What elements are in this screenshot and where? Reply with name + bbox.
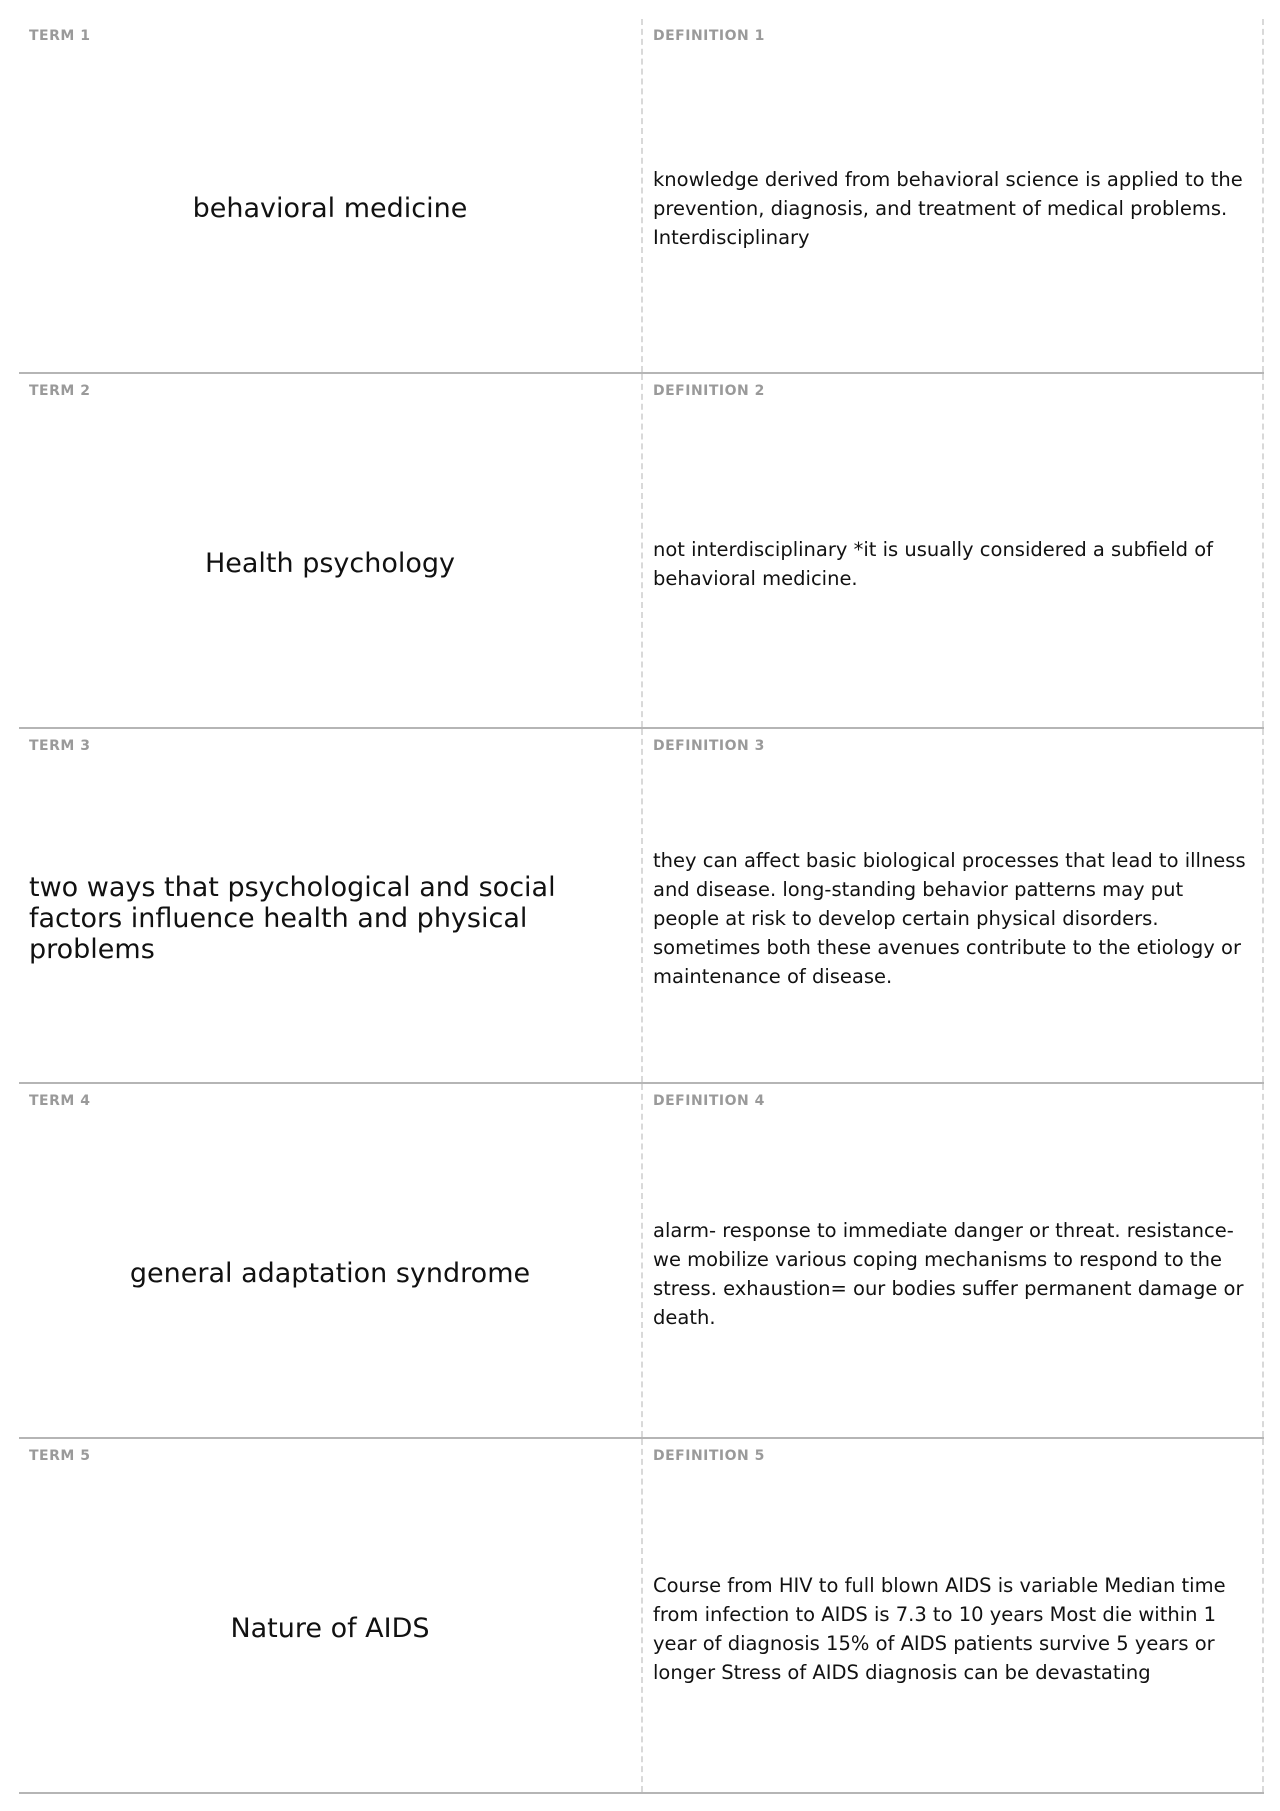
term-value: general adaptation syndrome [129, 1258, 531, 1289]
definition-value: Course from HIV to full blown AIDS is variable Median time from infection to AIDS is 7.3 to 10 years Most die within 1 year of diagnosis 15% of AIDS patients survive 5 years or longer Stress of AIDS diagnosis can be devastating [653, 1573, 1226, 1684]
term-value: Health psychology [204, 548, 456, 579]
definition-label: DEFINITION 1 [653, 28, 765, 44]
definition-cell [641, 374, 1264, 727]
term-cell [19, 19, 641, 372]
definition-text [653, 1124, 1252, 1423]
term-value: two ways that psychological and social factors influence health and physical problems [29, 872, 556, 965]
definition-value: knowledge derived from behavioral science is applied to the prevention, diagnosis, and treatment of medical problems. Interdisciplinary [653, 168, 1243, 249]
definition-text [653, 769, 1252, 1068]
term-value: behavioral medicine [192, 193, 468, 224]
definition-label: DEFINITION 2 [653, 383, 765, 399]
term-value: Nature of AIDS [230, 1613, 430, 1644]
term-text [29, 414, 631, 713]
definition-text [653, 1479, 1252, 1778]
term-cell [19, 1439, 641, 1792]
term-cell [19, 374, 641, 727]
definition-cell [641, 19, 1264, 372]
definition-cell [641, 729, 1264, 1082]
definition-label: DEFINITION 3 [653, 738, 765, 754]
flashcard-row [19, 729, 1264, 1084]
term-cell [19, 1084, 641, 1437]
term-label: TERM 3 [29, 738, 91, 754]
definition-value: alarm- response to immediate danger or threat. resistance- we mobilize various coping mechanisms to respond to the stress. exhaustion= our bodies suffer permanent damage or death. [653, 1218, 1244, 1329]
flashcard-row [19, 19, 1264, 374]
term-label: TERM 5 [29, 1448, 91, 1464]
definition-cell [641, 1439, 1264, 1792]
term-text [29, 1479, 631, 1778]
flashcard-row [19, 1084, 1264, 1439]
term-text [29, 769, 631, 1068]
definition-value: they can affect basic biological processes that lead to illness and disease. long-standing behavior patterns may put people at risk to develop certain physical disorders. sometimes both these avenues contribute to the etiology or maintenance of disease. [653, 849, 1246, 988]
definition-value: not interdisciplinary *it is usually considered a subfield of behavioral medicine. [653, 537, 1214, 590]
flashcard-row [19, 374, 1264, 729]
definition-label: DEFINITION 4 [653, 1093, 765, 1109]
term-label: TERM 4 [29, 1093, 91, 1109]
flashcard-sheet [19, 19, 1264, 1794]
definition-text [653, 414, 1252, 713]
term-text [29, 59, 631, 358]
flashcard-row [19, 1439, 1264, 1794]
definition-label: DEFINITION 5 [653, 1448, 765, 1464]
term-cell [19, 729, 641, 1082]
definition-cell [641, 1084, 1264, 1437]
term-text [29, 1124, 631, 1423]
term-label: TERM 2 [29, 383, 91, 399]
term-label: TERM 1 [29, 28, 91, 44]
definition-text [653, 59, 1252, 358]
